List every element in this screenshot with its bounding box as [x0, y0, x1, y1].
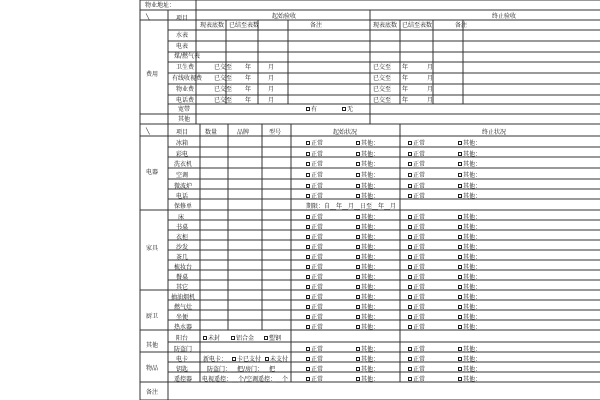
row-phone-fee: 电话费 — [176, 97, 195, 104]
start-normal-checkbox[interactable] — [306, 305, 310, 309]
end-other-label: 其他： — [463, 314, 482, 321]
end-normal-checkbox[interactable] — [408, 357, 412, 361]
end-other-checkbox[interactable] — [458, 275, 462, 279]
property-address-label: 物业地址： — [145, 2, 176, 9]
broadband-has-label: 有 — [311, 106, 318, 113]
end-normal-label: 正常 — [413, 214, 426, 221]
end-other-checkbox[interactable] — [458, 245, 462, 249]
item-electric-card: 电卡 — [176, 356, 189, 363]
balcony-plastic-steel-label: 塑钢 — [269, 335, 282, 342]
end-normal-checkbox[interactable] — [408, 367, 412, 371]
start-other-label: 其他： — [361, 304, 380, 311]
start-other-label: 其他： — [361, 234, 380, 241]
item-toilet: 坐便 — [176, 314, 189, 321]
start-other-label: 其他： — [361, 284, 380, 291]
end-other-checkbox[interactable] — [458, 377, 462, 381]
item-water-heater: 热水器 — [174, 324, 193, 331]
end-normal-checkbox[interactable] — [408, 173, 412, 177]
end-month-label: 月 — [427, 97, 434, 104]
year-label: 年 — [245, 97, 252, 104]
item-balcony: 阳台 — [176, 335, 189, 342]
end-other-checkbox[interactable] — [458, 225, 462, 229]
end-normal-checkbox[interactable] — [408, 347, 412, 351]
start-other-label: 其他： — [361, 376, 380, 383]
start-normal-label: 正常 — [311, 151, 324, 158]
end-normal-label: 正常 — [413, 151, 426, 158]
start-normal-label: 正常 — [311, 346, 324, 353]
start-other-checkbox[interactable] — [356, 275, 360, 279]
start-other-label: 其他： — [361, 264, 380, 271]
start-other-checkbox[interactable] — [356, 255, 360, 259]
start-normal-label: 正常 — [311, 161, 324, 168]
start-other-checkbox[interactable] — [356, 315, 360, 319]
balcony-unsealed-label: 未封 — [208, 335, 221, 342]
start-normal-checkbox[interactable] — [306, 173, 310, 177]
start-other-checkbox[interactable] — [356, 305, 360, 309]
end-normal-label: 正常 — [413, 172, 426, 179]
paid-to-label: 已交至 — [214, 64, 233, 71]
end-normal-label: 正常 — [413, 376, 426, 383]
item-coffee-table: 茶几 — [176, 254, 189, 261]
section2-brand-header: 品牌 — [237, 129, 250, 136]
item-fridge: 冰箱 — [176, 140, 189, 147]
end-other-checkbox[interactable] — [458, 152, 462, 156]
end-normal-checkbox[interactable] — [408, 305, 412, 309]
start-normal-checkbox[interactable] — [306, 184, 310, 188]
start-normal-label: 正常 — [311, 376, 324, 383]
end-other-checkbox[interactable] — [458, 315, 462, 319]
warranty-period-text: 期限：自__年__月__日至__年__月 — [306, 203, 397, 210]
end-other-label: 其他： — [463, 183, 482, 190]
end-normal-label: 正常 — [413, 224, 426, 231]
start-normal-label: 正常 — [311, 183, 324, 190]
end-other-label: 其他： — [463, 274, 482, 281]
end-other-label: 其他： — [463, 234, 482, 241]
card-paid-label: 卡已支付 — [237, 356, 262, 363]
start-other-checkbox[interactable] — [356, 285, 360, 289]
start-normal-checkbox[interactable] — [306, 194, 310, 198]
end-other-label: 其他： — [463, 244, 482, 251]
month-label: 月 — [268, 97, 275, 104]
section1-end-sub-remarks: 备注 — [455, 22, 468, 29]
start-normal-checkbox[interactable] — [306, 347, 310, 351]
start-other-label: 其他： — [361, 172, 380, 179]
item-tv: 彩电 — [176, 151, 189, 158]
end-normal-label: 正常 — [413, 366, 426, 373]
row-water-meter: 水表 — [176, 32, 189, 39]
start-other-checkbox[interactable] — [356, 377, 360, 381]
section1-end-sub-current-reading: 现表底数 — [373, 22, 398, 29]
end-normal-label: 正常 — [413, 140, 426, 147]
end-normal-checkbox[interactable] — [408, 184, 412, 188]
new-electric-card-label: 新电卡： — [203, 356, 228, 363]
item-washer: 洗衣机 — [174, 161, 193, 168]
end-other-label: 其他： — [463, 214, 482, 221]
end-normal-label: 正常 — [413, 314, 426, 321]
start-other-checkbox[interactable] — [356, 194, 360, 198]
start-other-label: 其他： — [361, 161, 380, 168]
end-normal-checkbox[interactable] — [408, 275, 412, 279]
end-paid-to-label: 已交至 — [373, 97, 392, 104]
start-normal-checkbox[interactable] — [306, 285, 310, 289]
year-label: 年 — [245, 86, 252, 93]
start-other-checkbox[interactable] — [356, 357, 360, 361]
start-normal-checkbox[interactable] — [306, 225, 310, 229]
end-normal-label: 正常 — [413, 234, 426, 241]
item-remote: 遥控器 — [174, 376, 193, 383]
start-normal-checkbox[interactable] — [306, 255, 310, 259]
end-other-label: 其他： — [463, 193, 482, 200]
card-unpaid-label: 未支付 — [270, 356, 289, 363]
end-normal-label: 正常 — [413, 244, 426, 251]
start-other-checkbox[interactable] — [356, 295, 360, 299]
start-other-label: 其他： — [361, 140, 380, 147]
start-normal-checkbox[interactable] — [306, 162, 310, 166]
row-broadband: 宽带 — [178, 106, 191, 113]
start-other-label: 其他： — [361, 324, 380, 331]
start-normal-label: 正常 — [311, 274, 324, 281]
end-other-checkbox[interactable] — [458, 367, 462, 371]
end-other-checkbox[interactable] — [458, 265, 462, 269]
section1-slash: ╲ — [146, 14, 150, 21]
item-security-door: 防盗门 — [174, 346, 193, 353]
end-normal-checkbox[interactable] — [408, 194, 412, 198]
start-other-label: 其他： — [361, 183, 380, 190]
end-normal-label: 正常 — [413, 183, 426, 190]
start-normal-checkbox[interactable] — [306, 357, 310, 361]
start-other-checkbox[interactable] — [356, 162, 360, 166]
end-other-checkbox[interactable] — [458, 357, 462, 361]
end-normal-checkbox[interactable] — [408, 285, 412, 289]
start-other-label: 其他： — [361, 244, 380, 251]
end-year-label: 年 — [402, 97, 409, 104]
item-wardrobe: 衣柜 — [176, 234, 189, 241]
start-normal-label: 正常 — [311, 234, 324, 241]
end-other-checkbox[interactable] — [458, 194, 462, 198]
row-sanitation-fee: 卫生费 — [176, 64, 195, 71]
paid-to-label: 已交至 — [214, 97, 233, 104]
item-ac: 空调 — [176, 172, 189, 179]
end-paid-to-label: 已交至 — [373, 86, 392, 93]
start-other-label: 其他： — [361, 314, 380, 321]
broadband-has-checkbox[interactable] — [306, 107, 310, 111]
end-other-checkbox[interactable] — [458, 255, 462, 259]
start-normal-label: 正常 — [311, 324, 324, 331]
end-paid-to-label: 已交至 — [373, 64, 392, 71]
start-normal-label: 正常 — [311, 294, 324, 301]
start-normal-checkbox[interactable] — [306, 295, 310, 299]
item-warranty: 保修单 — [174, 203, 193, 210]
group-kitchen-bath-label: 厨卫 — [146, 313, 159, 320]
end-normal-checkbox[interactable] — [408, 152, 412, 156]
start-other-label: 其他： — [361, 214, 380, 221]
broadband-none-label: 无 — [347, 106, 354, 113]
end-other-label: 其他： — [463, 304, 482, 311]
end-normal-label: 正常 — [413, 284, 426, 291]
start-other-checkbox[interactable] — [356, 325, 360, 329]
start-other-label: 其他： — [361, 294, 380, 301]
section1-end-title: 终止验收 — [492, 13, 517, 20]
end-other-label: 其他： — [463, 366, 482, 373]
item-bed: 床 — [178, 214, 185, 221]
end-month-label: 月 — [427, 75, 434, 82]
end-other-label: 其他： — [463, 140, 482, 147]
section2-slash: ╲ — [146, 128, 150, 135]
start-normal-label: 正常 — [311, 140, 324, 147]
end-other-checkbox[interactable] — [458, 305, 462, 309]
end-normal-checkbox[interactable] — [408, 295, 412, 299]
start-other-checkbox[interactable] — [356, 367, 360, 371]
keys-detail-text: 防盗门：__把/房门：__把 — [207, 366, 276, 373]
end-normal-checkbox[interactable] — [408, 141, 412, 145]
row-property-fee: 物业费 — [176, 86, 195, 93]
start-other-label: 其他： — [361, 151, 380, 158]
start-normal-label: 正常 — [311, 244, 324, 251]
start-normal-checkbox[interactable] — [306, 377, 310, 381]
end-normal-label: 正常 — [413, 324, 426, 331]
end-normal-checkbox[interactable] — [408, 235, 412, 239]
start-normal-label: 正常 — [311, 172, 324, 179]
group-furniture-label: 家具 — [146, 245, 159, 252]
end-other-label: 其他： — [463, 254, 482, 261]
item-furniture-other: 其它 — [176, 284, 189, 291]
month-label: 月 — [268, 75, 275, 82]
start-normal-label: 正常 — [311, 214, 324, 221]
end-normal-checkbox[interactable] — [408, 162, 412, 166]
item-desk: 书桌 — [176, 224, 189, 231]
start-other-label: 其他： — [361, 356, 380, 363]
start-other-checkbox[interactable] — [356, 152, 360, 156]
start-other-label: 其他： — [361, 193, 380, 200]
end-normal-label: 正常 — [413, 274, 426, 281]
start-other-label: 其他： — [361, 346, 380, 353]
start-normal-label: 正常 — [311, 254, 324, 261]
end-normal-label: 正常 — [413, 254, 426, 261]
end-other-label: 其他： — [463, 346, 482, 353]
start-normal-checkbox[interactable] — [306, 275, 310, 279]
end-other-label: 其他： — [463, 161, 482, 168]
row-electric-meter: 电表 — [176, 43, 189, 50]
start-normal-label: 正常 — [311, 356, 324, 363]
month-label: 月 — [268, 86, 275, 93]
end-other-label: 其他： — [463, 376, 482, 383]
start-normal-checkbox[interactable] — [306, 152, 310, 156]
balcony-aluminum-label: 铝合金 — [236, 335, 255, 342]
item-dining-table: 餐桌 — [176, 274, 189, 281]
start-normal-checkbox[interactable] — [306, 315, 310, 319]
start-other-checkbox[interactable] — [356, 235, 360, 239]
end-normal-label: 正常 — [413, 161, 426, 168]
section1-start-title: 起始验收 — [272, 13, 297, 20]
year-label: 年 — [245, 75, 252, 82]
end-month-label: 月 — [427, 86, 434, 93]
remote-detail-text: 电视遥控：__个/空调遥控：__个 — [202, 376, 289, 383]
start-normal-label: 正常 — [311, 314, 324, 321]
section1-item-header: 项目 — [176, 15, 189, 22]
fees-category-label: 费用 — [146, 71, 159, 78]
card-paid-checkbox[interactable] — [232, 357, 236, 361]
end-year-label: 年 — [402, 75, 409, 82]
end-normal-checkbox[interactable] — [408, 315, 412, 319]
end-normal-checkbox[interactable] — [408, 265, 412, 269]
section2-item-header: 项目 — [176, 129, 189, 136]
end-other-checkbox[interactable] — [458, 325, 462, 329]
end-other-label: 其他： — [463, 294, 482, 301]
end-normal-checkbox[interactable] — [408, 215, 412, 219]
paid-to-label: 已交至 — [214, 86, 233, 93]
end-normal-checkbox[interactable] — [408, 325, 412, 329]
end-normal-checkbox[interactable] — [408, 245, 412, 249]
section1-sub-settled-reading: 已结至表数 — [229, 22, 260, 29]
end-normal-checkbox[interactable] — [408, 377, 412, 381]
item-keys: 钥匙 — [176, 366, 189, 373]
row-cable-tv-fee: 有线收视费 — [172, 75, 203, 82]
end-other-label: 其他： — [463, 284, 482, 291]
end-other-label: 其他： — [463, 356, 482, 363]
end-other-checkbox[interactable] — [458, 285, 462, 289]
end-other-checkbox[interactable] — [458, 295, 462, 299]
end-normal-label: 正常 — [413, 294, 426, 301]
start-other-checkbox[interactable] — [356, 225, 360, 229]
end-other-checkbox[interactable] — [458, 173, 462, 177]
end-other-label: 其他： — [463, 172, 482, 179]
section1-end-sub-settled-reading: 已结至表数 — [402, 22, 433, 29]
item-gas-stove: 燃气灶 — [174, 304, 193, 311]
section2-model-header: 型号 — [269, 129, 282, 136]
end-other-label: 其他： — [463, 151, 482, 158]
group-appliances-label: 电器 — [146, 169, 159, 176]
end-normal-label: 正常 — [413, 193, 426, 200]
start-normal-label: 正常 — [311, 193, 324, 200]
row-gas-meter: 煤/燃气表 — [174, 53, 201, 60]
start-other-checkbox[interactable] — [356, 141, 360, 145]
start-normal-checkbox[interactable] — [306, 325, 310, 329]
section2-start-status: 起始状况 — [333, 129, 358, 136]
end-month-label: 月 — [427, 64, 434, 71]
end-year-label: 年 — [402, 86, 409, 93]
end-other-checkbox[interactable] — [458, 184, 462, 188]
start-other-checkbox[interactable] — [356, 173, 360, 177]
end-normal-label: 正常 — [413, 346, 426, 353]
year-label: 年 — [245, 64, 252, 71]
start-other-checkbox[interactable] — [356, 215, 360, 219]
end-other-label: 其他： — [463, 264, 482, 271]
balcony-plastic-steel-checkbox[interactable] — [264, 336, 268, 340]
end-normal-label: 正常 — [413, 264, 426, 271]
end-other-checkbox[interactable] — [458, 215, 462, 219]
start-other-label: 其他： — [361, 254, 380, 261]
end-other-checkbox[interactable] — [458, 235, 462, 239]
section2-quantity-header: 数量 — [205, 129, 218, 136]
end-normal-checkbox[interactable] — [408, 255, 412, 259]
start-normal-label: 正常 — [311, 224, 324, 231]
end-other-label: 其他： — [463, 324, 482, 331]
section1-sub-remarks: 备注 — [310, 22, 323, 29]
start-normal-checkbox[interactable] — [306, 245, 310, 249]
balcony-unsealed-checkbox[interactable] — [203, 336, 207, 340]
start-other-label: 其他： — [361, 366, 380, 373]
group-other-label: 其他 — [146, 342, 159, 349]
start-normal-checkbox[interactable] — [306, 235, 310, 239]
end-other-checkbox[interactable] — [458, 162, 462, 166]
end-normal-label: 正常 — [413, 304, 426, 311]
end-normal-checkbox[interactable] — [408, 225, 412, 229]
start-normal-label: 正常 — [311, 366, 324, 373]
end-other-checkbox[interactable] — [458, 347, 462, 351]
start-normal-label: 正常 — [311, 284, 324, 291]
paid-to-label: 已交至 — [214, 75, 233, 82]
balcony-aluminum-checkbox[interactable] — [231, 336, 235, 340]
start-normal-checkbox[interactable] — [306, 367, 310, 371]
start-normal-checkbox[interactable] — [306, 265, 310, 269]
end-other-label: 其他： — [463, 224, 482, 231]
start-other-checkbox[interactable] — [356, 184, 360, 188]
end-paid-to-label: 已交至 — [373, 75, 392, 82]
end-normal-label: 正常 — [413, 356, 426, 363]
start-other-label: 其他： — [361, 224, 380, 231]
broadband-none-checkbox[interactable] — [342, 107, 346, 111]
section2-end-status: 终止状况 — [482, 129, 507, 136]
start-other-checkbox[interactable] — [356, 347, 360, 351]
start-normal-label: 正常 — [311, 304, 324, 311]
end-other-checkbox[interactable] — [458, 141, 462, 145]
start-other-label: 其他： — [361, 274, 380, 281]
row-other: 其他 — [178, 116, 191, 123]
item-sofa: 沙发 — [176, 244, 189, 251]
item-phone: 电话 — [176, 193, 189, 200]
start-normal-label: 正常 — [311, 264, 324, 271]
end-year-label: 年 — [402, 64, 409, 71]
card-unpaid-checkbox[interactable] — [265, 357, 269, 361]
start-normal-checkbox[interactable] — [306, 141, 310, 145]
item-microwave: 微波炉 — [174, 183, 193, 190]
start-other-checkbox[interactable] — [356, 245, 360, 249]
remarks-label: 备注 — [146, 389, 159, 396]
start-other-checkbox[interactable] — [356, 265, 360, 269]
group-items-label: 物品 — [146, 365, 159, 372]
item-dresser: 梳妆台 — [174, 264, 193, 271]
item-range-hood: 抽油烟机 — [171, 294, 196, 301]
start-normal-checkbox[interactable] — [306, 215, 310, 219]
month-label: 月 — [268, 64, 275, 71]
section1-sub-current-reading: 现表底数 — [200, 22, 225, 29]
